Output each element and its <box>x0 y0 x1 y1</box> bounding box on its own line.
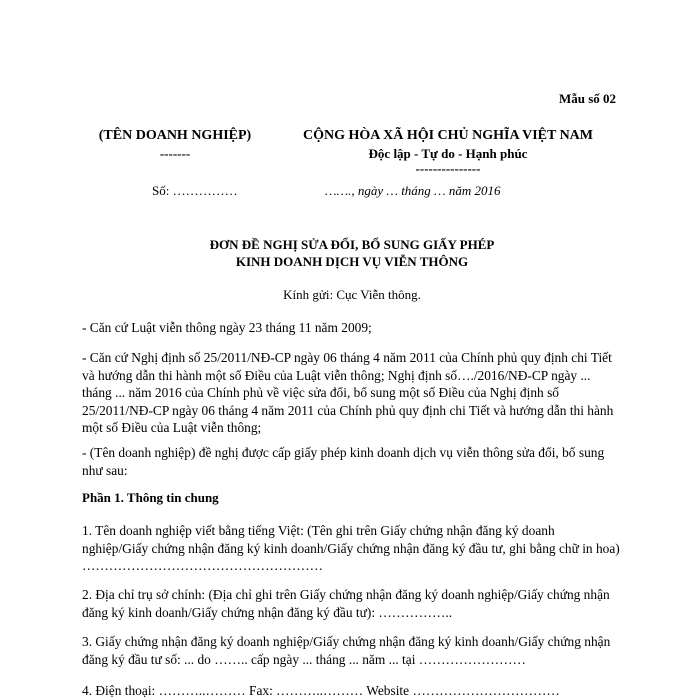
form-code: Mẫu số 02 <box>559 91 617 106</box>
item-2-headquarters: 2. Địa chỉ trụ sở chính: (Địa chỉ ghi trên Giấy chứng nhận đăng ký doanh nghiệp/Giấy chứng nhận đăng ký kinh doanh/Giấy chứng nhận đăng ký đầu tư): …………….. <box>82 587 610 620</box>
national-motto: Độc lập - Tự do - Hạnh phúc <box>368 146 528 161</box>
company-dashes: ------- <box>159 146 191 161</box>
item-1-company-name: 1. Tên doanh nghiệp viết bằng tiếng Việt: (Tên ghi trên Giấy chứng nhận đăng ký doanh nghiệp/Giấy chứng nhận đăng ký kinh doanh/Giấy chứng nhận đăng ký đầu tư, ghi bằng chữ in hoa) ……………………………………………… <box>82 523 620 573</box>
request-paragraph: - (Tên doanh nghiệp) đề nghị được cấp giấy phép kinh doanh dịch vụ viễn thông sửa đổi, bổ sung như sau: <box>82 445 605 478</box>
form-title-line1: ĐƠN ĐỀ NGHỊ SỬA ĐỔI, BỔ SUNG GIẤY PHÉP <box>209 237 495 252</box>
item-3-registration: 3. Giấy chứng nhận đăng ký doanh nghiệp/Giấy chứng nhận đăng ký kinh doanh/Giấy chứng nhận đăng ký đầu tư số: ... do …….. cấp ngày ... tháng ... năm ... tại …………………… <box>82 634 611 667</box>
company-placeholder: (TÊN DOANH NGHIỆP) <box>98 128 252 143</box>
motto-dashes: --------------- <box>415 161 481 176</box>
basis-paragraph-1: - Căn cứ Luật viễn thông ngày 23 tháng 11 năm 2009; <box>82 320 372 335</box>
item-4-contact: 4. Điện thoại: ………..……… Fax: ………..……… Website …………………………… <box>82 683 560 698</box>
document-date: ……., ngày … tháng … năm 2016 <box>325 183 501 198</box>
basis-paragraph-2: - Căn cứ Nghị định số 25/2011/NĐ-CP ngày 06 tháng 4 năm 2011 của Chính phủ quy định chi Tiết và hướng dẫn thi hành một số Điều của Luật viễn thông; Nghị định số…./2016/NĐ-CP ngày ... tháng ... năm 2016 của Chính phủ về việc sửa đổi, bổ sung một số Điều của Nghị định số 25/2011/NĐ-CP ngày 06 tháng 4 năm 2011 của Chính phủ quy định chi Tiết và hướng dẫn thi hành một số Điều của Luật viễn thông; <box>82 350 614 435</box>
national-title: CỘNG HÒA XÃ HỘI CHỦ NGHĨA VIỆT NAM <box>302 128 593 143</box>
form-title-line2: KINH DOANH DỊCH VỤ VIỄN THÔNG <box>235 254 469 269</box>
document-number: Số: …………… <box>152 183 238 198</box>
section-1-heading: Phần 1. Thông tin chung <box>82 490 219 505</box>
recipient: Kính gửi: Cục Viễn thông. <box>283 287 421 302</box>
